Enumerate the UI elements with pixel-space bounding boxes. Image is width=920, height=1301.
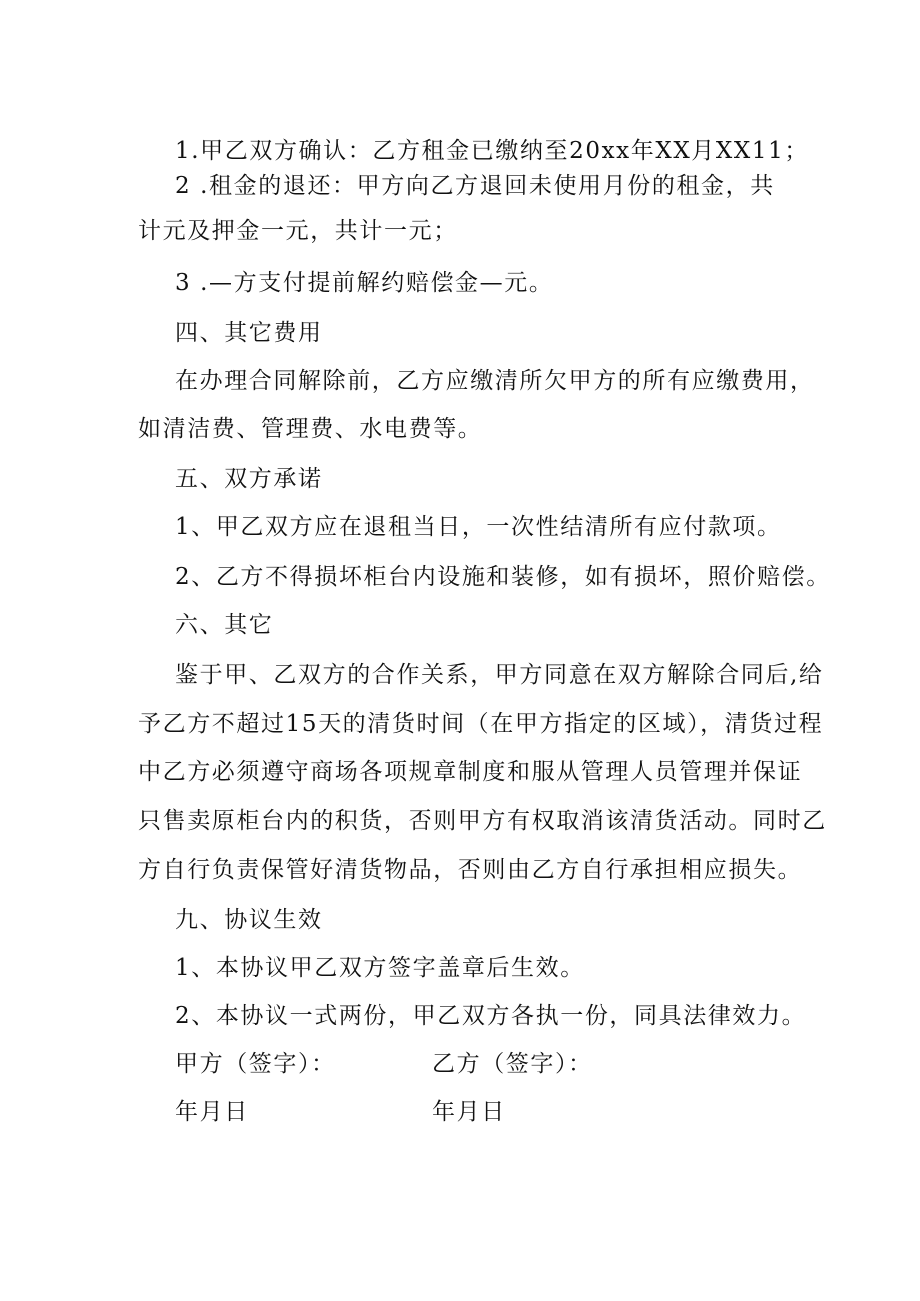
section-4-heading: 四、其它费用 bbox=[175, 320, 323, 346]
clause-3: 3 .—方支付提前解约赔偿金—元。 bbox=[175, 270, 554, 296]
section-6-body-line-5: 方自行负责保管好清货物品，否则由乙方自行承担相应损失。 bbox=[138, 857, 803, 883]
clause-2-line-1: 2 .租金的退还：甲方向乙方退回未使用月份的租金，共 bbox=[175, 173, 775, 199]
section-5-heading: 五、双方承诺 bbox=[175, 466, 323, 492]
party-b-signature: 乙方（签字）： bbox=[432, 1051, 593, 1077]
section-9-heading: 九、协议生效 bbox=[175, 907, 323, 933]
section-9-item-2: 2、本协议一式两份，甲乙双方各执一份，同具法律效力。 bbox=[175, 1003, 807, 1029]
section-6-body-line-4: 只售卖原柜台内的积货，否则甲方有权取消该清货活动。同时乙 bbox=[138, 808, 827, 834]
section-6-heading: 六、其它 bbox=[175, 612, 274, 638]
section-9-item-1: 1、本协议甲乙双方签字盖章后生效。 bbox=[175, 955, 585, 981]
section-5-item-2: 2、乙方不得损坏柜台内设施和装修，如有损坏，照价赔偿。 bbox=[175, 564, 831, 590]
clause-1: 1.甲乙双方确认：乙方租金已缴纳至20xx年XX月XX11； bbox=[175, 138, 809, 164]
section-4-body-line-1: 在办理合同解除前，乙方应缴清所欠甲方的所有应缴费用， bbox=[175, 368, 815, 394]
section-6-body-line-2: 予乙方不超过15天的清货时间（在甲方指定的区域），清货过程 bbox=[138, 711, 824, 737]
section-6-body-line-1: 鉴于甲、乙双方的合作关系，甲方同意在双方解除合同后,给 bbox=[175, 662, 824, 688]
section-4-body-line-2: 如清洁费、管理费、水电费等。 bbox=[138, 416, 483, 442]
section-6-body-line-3: 中乙方必须遵守商场各项规章制度和服从管理人员管理并保证 bbox=[138, 759, 803, 785]
section-5-item-1: 1、甲乙双方应在退租当日，一次性结清所有应付款项。 bbox=[175, 514, 782, 540]
party-a-date: 年月日 bbox=[175, 1099, 249, 1125]
party-b-date: 年月日 bbox=[432, 1099, 506, 1125]
party-a-signature: 甲方（签字）： bbox=[175, 1051, 336, 1077]
clause-2-line-2: 计元及押金一元，共计一元； bbox=[138, 218, 458, 244]
